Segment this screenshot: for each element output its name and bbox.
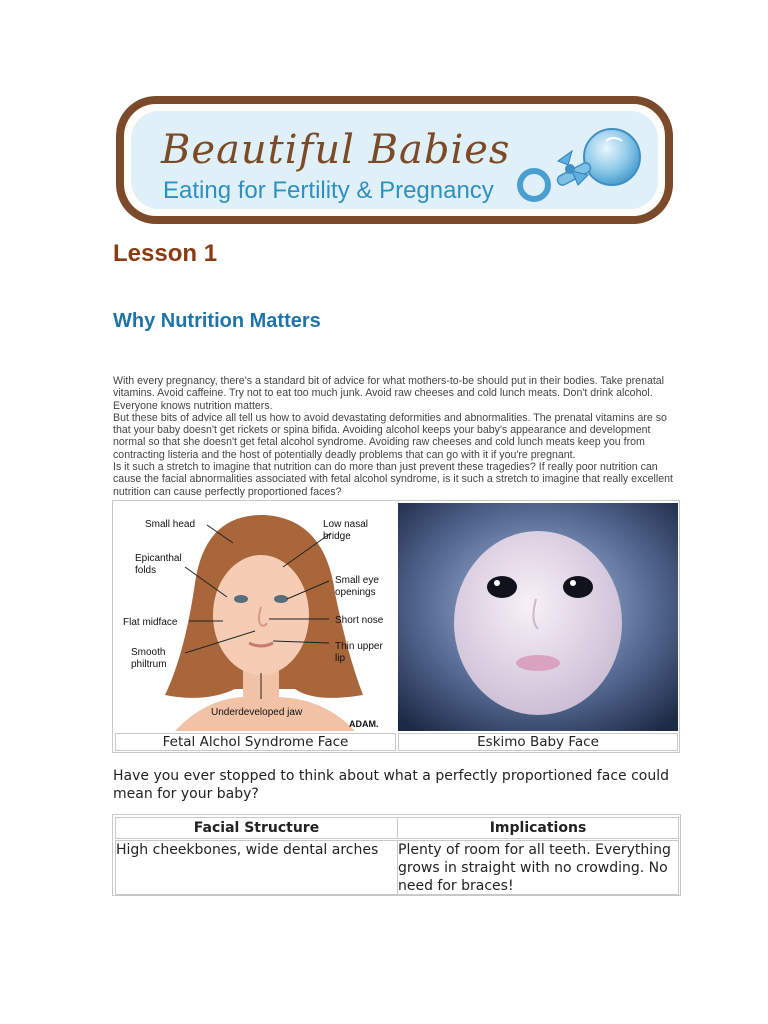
label-smooth: Smooth bbox=[131, 647, 166, 658]
intro-paragraph: Is it such a stretch to imagine that nutrition can do more than just prevent these tragedies? If really poor nutrition can cause the facial abnormalities associated with fetal alcohol syndrome, is it such a stretch to imagine that really excellent nutrition can cause perfectly proportioned faces? bbox=[113, 461, 673, 498]
section-heading: Why Nutrition Matters bbox=[113, 310, 321, 332]
fas-diagram-image bbox=[115, 503, 396, 731]
label-short-nose: Short nose bbox=[335, 615, 384, 626]
label-flat-midface: Flat midface bbox=[123, 617, 178, 628]
label-openings: openings bbox=[335, 587, 376, 598]
label-philtrum: philtrum bbox=[131, 659, 167, 670]
table-cell: High cheekbones, wide dental arches bbox=[115, 840, 398, 895]
caption-eskimo: Eskimo Baby Face bbox=[398, 733, 678, 751]
table-header: Implications bbox=[397, 817, 679, 839]
caption-fas: Fetal Alchol Syndrome Face bbox=[115, 733, 396, 751]
intro-text bbox=[113, 375, 678, 498]
banner bbox=[116, 96, 673, 224]
label-small-eye: Small eye bbox=[335, 575, 379, 586]
table-header: Facial Structure bbox=[115, 817, 398, 839]
label-thin-upper: Thin upper bbox=[335, 641, 383, 652]
eskimo-baby-photo bbox=[398, 503, 678, 731]
label-epicanthal: Epicanthal bbox=[135, 553, 182, 564]
label-lip: lip bbox=[335, 653, 346, 664]
image-comparison-table bbox=[112, 500, 680, 753]
adam-credit: ADAM. bbox=[349, 719, 379, 729]
intro-paragraph: But these bits of advice all tell us how to avoid devastating deformities and abnormalities. The prenatal vitamins are so that your baby doesn't get rickets or spina bifida. Avoiding alcohol keeps your baby's appearance and development normal so that she doesn't get fetal alcohol syndrome. Avoiding raw cheeses and cold lunch meats keep you from contracting listeria and the host of potentially deadly problems that can go with it if you're pregnant. bbox=[113, 411, 667, 461]
lesson-heading: Lesson 1 bbox=[113, 240, 218, 267]
question-text: Have you ever stopped to think about what a perfectly proportioned face could mean for your baby? bbox=[113, 768, 669, 802]
label-low-nasal: Low nasal bbox=[323, 519, 369, 530]
eskimo-baby-image bbox=[398, 503, 678, 731]
label-folds: folds bbox=[135, 565, 157, 576]
table-cell: Plenty of room for all teeth. Everything grows in straight with no crowding. No need for braces! bbox=[397, 840, 679, 895]
banner-subtitle: Eating for Fertility & Pregnancy bbox=[163, 177, 494, 204]
label-bridge: bridge bbox=[323, 531, 351, 542]
intro-paragraph: With every pregnancy, there's a standard bit of advice for what mothers-to-be should put in their bodies. Take prenatal vitamins. Avoid caffeine. Try not to eat too much junk. Avoid raw cheeses and cold lunch meats. Don't drink alcohol. Everyone knows nutrition matters. bbox=[113, 375, 665, 412]
fas-diagram bbox=[115, 503, 396, 731]
baby-rattle-icon bbox=[514, 121, 644, 209]
facial-structure-table bbox=[112, 814, 681, 896]
label-small-head: Small head bbox=[145, 519, 196, 530]
banner-panel bbox=[131, 111, 658, 209]
banner-title: Beautiful Babies bbox=[161, 127, 511, 173]
label-jaw: Underdeveloped jaw bbox=[211, 707, 303, 718]
banner-frame bbox=[124, 104, 665, 216]
